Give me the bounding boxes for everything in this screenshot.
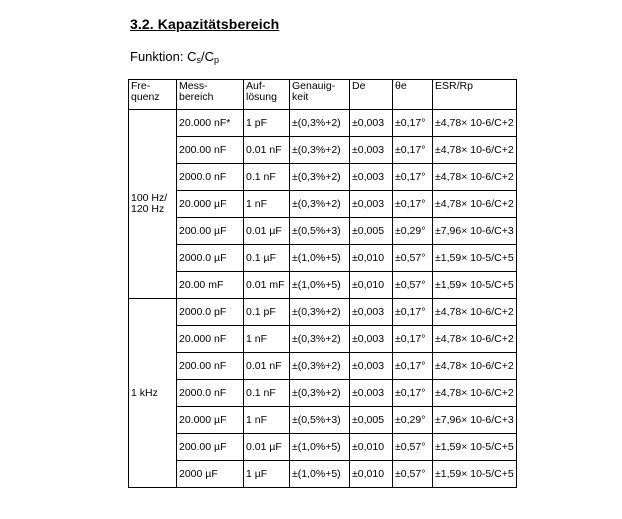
range-cell: 200.00 nF — [177, 353, 244, 380]
resolution-cell: 0.1 µF — [244, 245, 290, 272]
theta-cell: ±0,17° — [393, 380, 433, 407]
header-esr: ESR/Rp — [433, 80, 517, 110]
theta-cell: ±0,57° — [393, 434, 433, 461]
esr-cell: ±1,59× 10-5/C+5 — [433, 434, 517, 461]
de-cell: ±0,005 — [350, 218, 393, 245]
de-cell: ±0,003 — [350, 380, 393, 407]
range-cell: 200.00 nF — [177, 137, 244, 164]
table-row — [129, 407, 517, 434]
theta-cell: ±0,17° — [393, 110, 433, 137]
resolution-cell: 0.01 µF — [244, 218, 290, 245]
table-body — [129, 110, 517, 488]
de-cell: ±0,003 — [350, 110, 393, 137]
theta-cell: ±0,57° — [393, 461, 433, 488]
frequency-cell — [129, 299, 177, 488]
theta-cell: ±0,57° — [393, 245, 433, 272]
esr-cell: ±4,78× 10-6/C+2 — [433, 299, 517, 326]
resolution-cell: 1 µF — [244, 461, 290, 488]
table-row — [129, 137, 517, 164]
frequency-line: 100 Hz/ — [131, 192, 168, 204]
frequency-line: 1 kHz — [131, 386, 158, 399]
section-number: 3.2. — [130, 16, 154, 32]
resolution-cell: 1 pF — [244, 110, 290, 137]
table-row — [129, 353, 517, 380]
resolution-cell: 1 nF — [244, 407, 290, 434]
esr-cell: ±7,96× 10-6/C+3 — [433, 407, 517, 434]
capacitance-spec-table — [128, 79, 517, 488]
resolution-cell: 0.01 nF — [244, 353, 290, 380]
header-resolution: Auf- lösung — [244, 80, 290, 110]
accuracy-cell: ±(0,3%+2) — [290, 137, 350, 164]
resolution-cell: 1 nF — [244, 326, 290, 353]
theta-cell: ±0,17° — [393, 326, 433, 353]
table-row — [129, 245, 517, 272]
theta-cell: ±0,57° — [393, 272, 433, 299]
esr-cell: ±4,78× 10-6/C+2 — [433, 326, 517, 353]
table-row — [129, 272, 517, 299]
theta-cell: ±0,17° — [393, 353, 433, 380]
table-row — [129, 299, 517, 326]
esr-cell: ±1,59× 10-5/C+5 — [433, 245, 517, 272]
de-cell: ±0,010 — [350, 245, 393, 272]
function-label: Funktion: — [130, 49, 188, 64]
table-row — [129, 461, 517, 488]
accuracy-cell: ±(1,0%+5) — [290, 272, 350, 299]
header-range: Mess- bereich — [177, 80, 244, 110]
range-cell: 2000.0 µF — [177, 245, 244, 272]
de-cell: ±0,010 — [350, 272, 393, 299]
range-cell: 20.000 nF — [177, 326, 244, 353]
accuracy-cell: ±(1,0%+5) — [290, 461, 350, 488]
accuracy-cell: ±(0,3%+2) — [290, 353, 350, 380]
theta-cell: ±0,17° — [393, 299, 433, 326]
header-theta: θe — [393, 80, 433, 110]
resolution-cell: 0.1 nF — [244, 380, 290, 407]
accuracy-cell: ±(0,5%+3) — [290, 407, 350, 434]
range-cell: 20.00 mF — [177, 272, 244, 299]
range-cell: 200.00 µF — [177, 218, 244, 245]
esr-cell: ±4,78× 10-6/C+2 — [433, 353, 517, 380]
theta-cell: ±0,17° — [393, 164, 433, 191]
range-cell: 200.00 µF — [177, 434, 244, 461]
table-row — [129, 434, 517, 461]
de-cell: ±0,003 — [350, 191, 393, 218]
theta-cell: ±0,29° — [393, 218, 433, 245]
resolution-cell: 0.1 nF — [244, 164, 290, 191]
resolution-cell: 0.01 µF — [244, 434, 290, 461]
accuracy-cell: ±(0,3%+2) — [290, 164, 350, 191]
range-cell: 2000 µF — [177, 461, 244, 488]
function-cp-sub: p — [213, 55, 219, 65]
function-line — [130, 49, 219, 65]
accuracy-cell: ±(0,3%+2) — [290, 326, 350, 353]
accuracy-cell: ±(0,3%+2) — [290, 380, 350, 407]
resolution-cell: 0.01 nF — [244, 137, 290, 164]
table-row — [129, 110, 517, 137]
table-row — [129, 191, 517, 218]
range-cell: 20.000 µF — [177, 407, 244, 434]
range-cell: 2000.0 pF — [177, 299, 244, 326]
esr-cell: ±4,78× 10-6/C+2 — [433, 191, 517, 218]
function-cp: /C — [200, 49, 214, 64]
range-cell: 20.000 µF — [177, 191, 244, 218]
table-row — [129, 380, 517, 407]
esr-cell: ±4,78× 10-6/C+2 — [433, 164, 517, 191]
de-cell: ±0,003 — [350, 164, 393, 191]
esr-cell: ±1,59× 10-5/C+5 — [433, 272, 517, 299]
range-cell: 2000.0 nF — [177, 380, 244, 407]
resolution-cell: 0.1 pF — [244, 299, 290, 326]
table-row — [129, 164, 517, 191]
de-cell: ±0,005 — [350, 407, 393, 434]
table-row — [129, 326, 517, 353]
de-cell: ±0,010 — [350, 434, 393, 461]
resolution-cell: 1 nF — [244, 191, 290, 218]
header-frequency: Fre- quenz — [129, 80, 177, 110]
esr-cell: ±7,96× 10-6/C+3 — [433, 218, 517, 245]
section-title: Kapazitätsbereich — [157, 16, 280, 32]
esr-cell: ±1,59× 10-5/C+5 — [433, 461, 517, 488]
theta-cell: ±0,17° — [393, 191, 433, 218]
accuracy-cell: ±(0,3%+2) — [290, 191, 350, 218]
accuracy-cell: ±(0,3%+2) — [290, 110, 350, 137]
header-de: De — [350, 80, 393, 110]
accuracy-cell: ±(0,3%+2) — [290, 299, 350, 326]
esr-cell: ±4,78× 10-6/C+2 — [433, 380, 517, 407]
range-cell: 20.000 nF* — [177, 110, 244, 137]
theta-cell: ±0,17° — [393, 137, 433, 164]
esr-cell: ±4,78× 10-6/C+2 — [433, 137, 517, 164]
de-cell: ±0,003 — [350, 326, 393, 353]
theta-cell: ±0,29° — [393, 407, 433, 434]
accuracy-cell: ±(1,0%+5) — [290, 245, 350, 272]
esr-cell: ±4,78× 10-6/C+2 — [433, 110, 517, 137]
accuracy-cell: ±(1,0%+5) — [290, 434, 350, 461]
de-cell: ±0,010 — [350, 461, 393, 488]
frequency-cell — [129, 110, 177, 299]
de-cell: ±0,003 — [350, 299, 393, 326]
table-row — [129, 218, 517, 245]
resolution-cell: 0.01 mF — [244, 272, 290, 299]
table-header-row — [129, 80, 517, 110]
function-cs-sub: s — [196, 55, 201, 65]
header-accuracy: Genauig- keit — [290, 80, 350, 110]
frequency-line: 120 Hz — [131, 203, 165, 215]
function-cs: C — [187, 49, 197, 64]
range-cell: 2000.0 nF — [177, 164, 244, 191]
de-cell: ±0,003 — [350, 137, 393, 164]
de-cell: ±0,003 — [350, 353, 393, 380]
section-heading — [130, 16, 279, 32]
accuracy-cell: ±(0,5%+3) — [290, 218, 350, 245]
